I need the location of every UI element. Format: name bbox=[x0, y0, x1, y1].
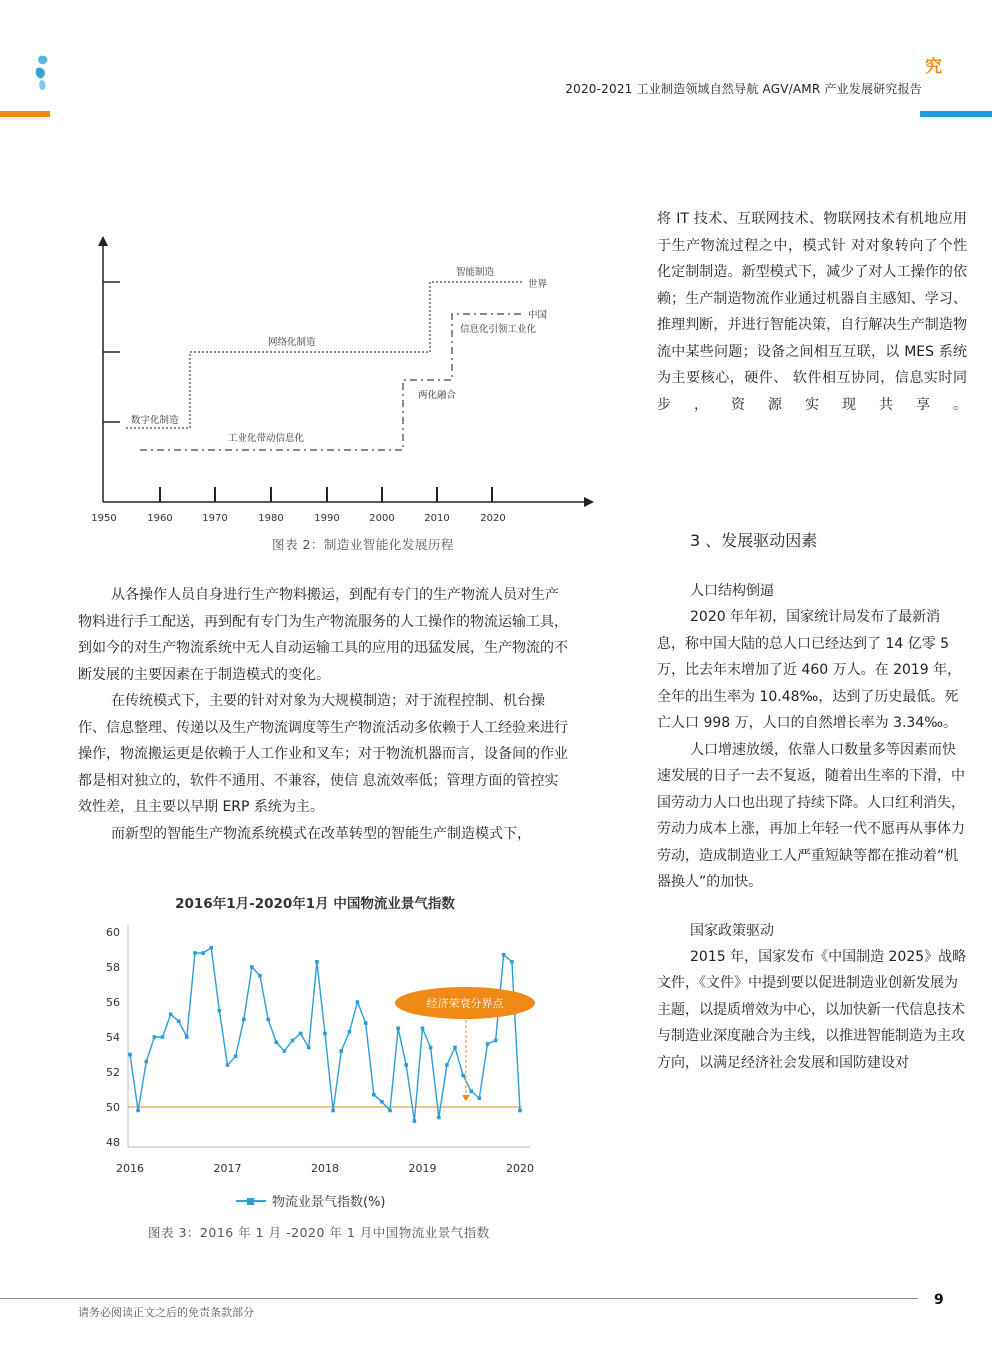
right-paragraph-2: 人口增速放缓，依靠人口数量多等因素而快速发展的日子一去不复返，随着出生率的下滑，中国劳动力人口也出现了持续下降。人口红利消失，劳动力成本上涨，再加上年轻一代不愿再从事体力劳动，造成制造业工人严重短缺等都在推动着“机器换人”的加快。 bbox=[657, 741, 965, 890]
data-point bbox=[502, 953, 506, 957]
right-body-block bbox=[657, 578, 967, 1076]
data-point bbox=[469, 1089, 473, 1093]
sub-heading-population: 人口结构倒逼 bbox=[690, 583, 774, 599]
threshold-label: 经济荣衰分界点 bbox=[426, 997, 504, 1010]
data-point bbox=[169, 1012, 173, 1016]
data-point bbox=[396, 1026, 400, 1030]
data-point bbox=[258, 974, 262, 978]
data-point bbox=[372, 1093, 376, 1097]
x-tick-label: 2019 bbox=[408, 1162, 437, 1175]
left-paragraph-1: 从各操作人员自身进行生产物料搬运，到配有专门的生产物流人员对生产物料进行手工配送，再到配有专门为生产物流服务的人工操作的物流运输工具，到如今的对生产物流系统中无人自动运输工具的应用的迅猛发展，生产物流的不断发展的主要因素在于制造模式的变化。 bbox=[78, 587, 568, 683]
x-tick-label: 1970 bbox=[202, 513, 228, 524]
header-accent-bar-orange bbox=[0, 111, 50, 117]
label-network: 网络化制造 bbox=[268, 337, 316, 348]
right-intro-paragraph: 将 IT 技术、互联网技术、物联网技术有机地应用于生产物流过程之中，模式针 对对象转向了个性化定制制造。新型模式下，减少了对人工操作的依赖；生产制造物流作业通过机器自主感知、学习、推理判断，并进行智能决策，自行解决生产制造物流中某些问题；设备之间相互互联，以 MES 系统为主要核心，硬件、 软件相互协同，信息实时同步，资源实现共享。 bbox=[657, 211, 967, 413]
right-paragraph-1: 2020 年年初，国家统计局发布了最新消息，称中国大陆的总人口已经达到了 14 亿零 5 万，比去年末增加了近 460 万人。在 2019 年，全年的出生率为 10.48‰，达到了历史最低。死亡人口 998 万，人口的自然增长率为 3.34‰。 bbox=[657, 609, 962, 731]
section-heading: 3 、发展驱动因素 bbox=[690, 531, 818, 550]
data-point bbox=[413, 1119, 417, 1123]
y-axis-arrow-icon bbox=[98, 236, 108, 246]
data-point bbox=[209, 946, 213, 950]
data-point bbox=[299, 1032, 303, 1036]
chart-title: 2016年1月-2020年1月 中国物流业景气指数 bbox=[175, 896, 455, 912]
y-tick-label: 50 bbox=[106, 1101, 120, 1114]
x-tick-label: 2010 bbox=[424, 513, 450, 524]
data-point bbox=[144, 1060, 148, 1064]
data-point bbox=[283, 1049, 287, 1053]
label-smart: 智能制造 bbox=[456, 267, 495, 278]
header-accent-bar-blue bbox=[920, 111, 992, 117]
figure3-caption: 图表 3：2016 年 1 月 -2020 年 1 月中国物流业景气指数 bbox=[148, 1225, 490, 1240]
data-point bbox=[348, 1030, 352, 1034]
right-paragraph-3: 2015 年，国家发布《中国制造 2025》战略文件，《文件》中提到要以促进制造业创新发展为主题，以提质增效为中心，以加快新一代信息技术与制造业深度融合为主线，以推进智能制造为主攻方向，以满足经济社会发展和国防建设对 bbox=[657, 948, 967, 1071]
data-point bbox=[486, 1042, 490, 1046]
manufacturing-timeline-diagram bbox=[88, 232, 600, 527]
x-tick-label: 2016 bbox=[116, 1162, 144, 1175]
data-point bbox=[356, 1000, 360, 1004]
threshold-callout bbox=[395, 987, 535, 1101]
x-tick-label: 1980 bbox=[258, 513, 284, 524]
x-tick-label: 2017 bbox=[213, 1162, 242, 1175]
label-digital: 数字化制造 bbox=[131, 415, 179, 426]
figure2-caption: 图表 2：制造业智能化发展历程 bbox=[272, 537, 454, 552]
legend-label: 物流业景气指数(%) bbox=[272, 1195, 386, 1210]
data-point bbox=[218, 1009, 222, 1013]
chart-legend bbox=[236, 1194, 386, 1210]
world-path bbox=[126, 282, 523, 428]
data-point bbox=[201, 951, 205, 955]
label-industry-drive: 工业化带动信息化 bbox=[228, 433, 305, 444]
data-point bbox=[380, 1100, 384, 1104]
x-tick-label: 2000 bbox=[369, 513, 395, 524]
brand-fragment: 究 bbox=[925, 57, 942, 77]
left-paragraph-2: 在传统模式下，主要的针对对象为大规模制造；对于流程控制、机台操作、信息整理、传递以及生产物流调度等生产物流活动多依赖于人工经验来进行操作，物流搬运更是依赖于人工作业和叉车；对于物流机器而言，设备间的作业都是相对独立的，软件不通用、不兼容，使信 息流效率低；管理方面的管控实效性差，且主要以早期 ERP 系统为主。 bbox=[78, 693, 568, 815]
left-paragraph-3: 而新型的智能生产物流系统模式在改革转型的智能生产制造模式下， bbox=[111, 825, 531, 842]
label-china: 中国 bbox=[528, 310, 548, 321]
y-tick-label: 58 bbox=[106, 961, 120, 974]
data-point bbox=[274, 1040, 278, 1044]
x-tick-label: 1950 bbox=[91, 513, 117, 524]
data-point bbox=[193, 951, 197, 955]
data-point bbox=[161, 1035, 165, 1039]
data-point bbox=[404, 1063, 408, 1067]
data-point bbox=[364, 1021, 368, 1025]
logistics-index-chart bbox=[90, 885, 560, 1215]
data-point bbox=[510, 960, 514, 964]
data-point bbox=[445, 1063, 449, 1067]
y-tick-label: 52 bbox=[106, 1066, 120, 1079]
x-tick-label: 2020 bbox=[480, 513, 506, 524]
data-point bbox=[339, 1049, 343, 1053]
data-point bbox=[421, 1026, 425, 1030]
x-axis-arrow-icon bbox=[584, 497, 594, 507]
data-point bbox=[437, 1116, 441, 1120]
data-point bbox=[153, 1035, 157, 1039]
label-world: 世界 bbox=[528, 279, 548, 290]
data-point bbox=[136, 1109, 140, 1113]
x-tick-label: 2020 bbox=[506, 1162, 534, 1175]
data-point bbox=[453, 1046, 457, 1050]
data-point bbox=[266, 1018, 270, 1022]
data-point bbox=[494, 1039, 498, 1043]
data-point bbox=[331, 1109, 335, 1113]
data-point bbox=[185, 1035, 189, 1039]
report-title: 2020-2021 工业制造领域自然导航 AGV/AMR 产业发展研究报告 bbox=[565, 82, 922, 96]
data-point bbox=[250, 965, 254, 969]
data-point bbox=[234, 1054, 238, 1058]
right-intro-block bbox=[657, 206, 967, 418]
data-point bbox=[388, 1109, 392, 1113]
y-tick-label: 60 bbox=[106, 926, 120, 939]
data-point bbox=[461, 1074, 465, 1078]
label-fusion: 两化融合 bbox=[418, 390, 457, 401]
footer-divider bbox=[0, 1298, 918, 1299]
data-point bbox=[323, 1032, 327, 1036]
left-text-block bbox=[78, 582, 572, 847]
data-point bbox=[242, 1018, 246, 1022]
label-info-lead: 信息化引领工业化 bbox=[460, 324, 537, 335]
data-point bbox=[307, 1046, 311, 1050]
sub-heading-policy: 国家政策驱动 bbox=[690, 922, 774, 939]
footer-disclaimer: 请务必阅读正文之后的免责条款部分 bbox=[78, 1306, 254, 1319]
page-number: 9 bbox=[934, 1292, 944, 1308]
data-point bbox=[128, 1053, 132, 1057]
x-tick-label: 1960 bbox=[147, 513, 173, 524]
y-tick-label: 48 bbox=[106, 1136, 120, 1149]
data-point bbox=[226, 1063, 230, 1067]
data-point bbox=[291, 1039, 295, 1043]
data-point bbox=[478, 1096, 482, 1100]
data-point bbox=[315, 960, 319, 964]
y-tick-label: 56 bbox=[106, 996, 120, 1009]
data-point bbox=[177, 1019, 181, 1023]
data-point bbox=[429, 1046, 433, 1050]
x-tick-label: 2018 bbox=[311, 1162, 339, 1175]
y-tick-label: 54 bbox=[106, 1031, 120, 1044]
data-point bbox=[518, 1109, 522, 1113]
brand-logo-icon bbox=[32, 52, 54, 94]
x-tick-label: 1990 bbox=[314, 513, 340, 524]
